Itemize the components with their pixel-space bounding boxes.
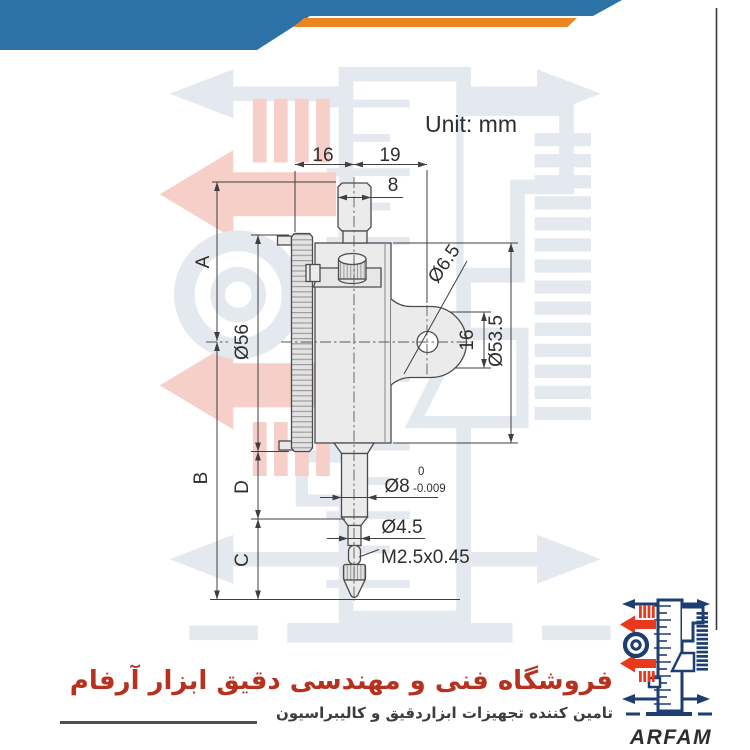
dim-c: C <box>232 553 253 567</box>
top-cap <box>338 183 371 231</box>
top-cap-neck <box>343 231 367 243</box>
dim-lug-height: 16 <box>457 329 478 351</box>
dim-b: B <box>191 471 212 485</box>
dim-thread: M2.5x0.45 <box>381 547 470 568</box>
crown-knob-top <box>339 254 366 265</box>
dim-stem: Ø8 <box>384 476 410 497</box>
dim-d: D <box>232 480 253 494</box>
thread-relief <box>349 546 361 565</box>
dim-stem-tol-upper: 0 <box>418 466 425 478</box>
contact-point-knurl <box>344 565 366 581</box>
dim-8-cap: 8 <box>387 175 399 196</box>
arfam-logo-caliper <box>620 599 712 714</box>
dim-rod: Ø4.5 <box>381 517 423 538</box>
bezel-top-lip <box>278 236 292 245</box>
dim-case-od: Ø53.5 <box>486 315 507 367</box>
unit-label: Unit: mm <box>425 111 517 137</box>
corner-banner <box>0 0 622 50</box>
arfam-logo-wordmark: ARFAM <box>629 726 713 749</box>
dim-bezel-od: Ø56 <box>232 324 253 360</box>
dim-19-top: 19 <box>379 145 401 166</box>
shop-subtitle: تامین کننده تجهیزات ابزاردقیق و کالیبراسیون <box>276 704 613 722</box>
dim-stem-tol-lower: -0.009 <box>413 483 446 495</box>
dim-16-top: 16 <box>312 145 334 166</box>
bezel-clamp-block <box>306 265 320 282</box>
footer-rule <box>60 721 257 724</box>
arfam-logo <box>620 599 712 749</box>
dim-lug-hole: Ø6.5 <box>424 240 465 287</box>
dim-a: A <box>193 255 214 269</box>
banner-orange-shape <box>294 18 578 27</box>
plunger-rod <box>348 526 361 546</box>
stem <box>342 454 368 518</box>
shop-title: فروشگاه فنی و مهندسی دقیق ابزار آرفام <box>69 666 613 696</box>
